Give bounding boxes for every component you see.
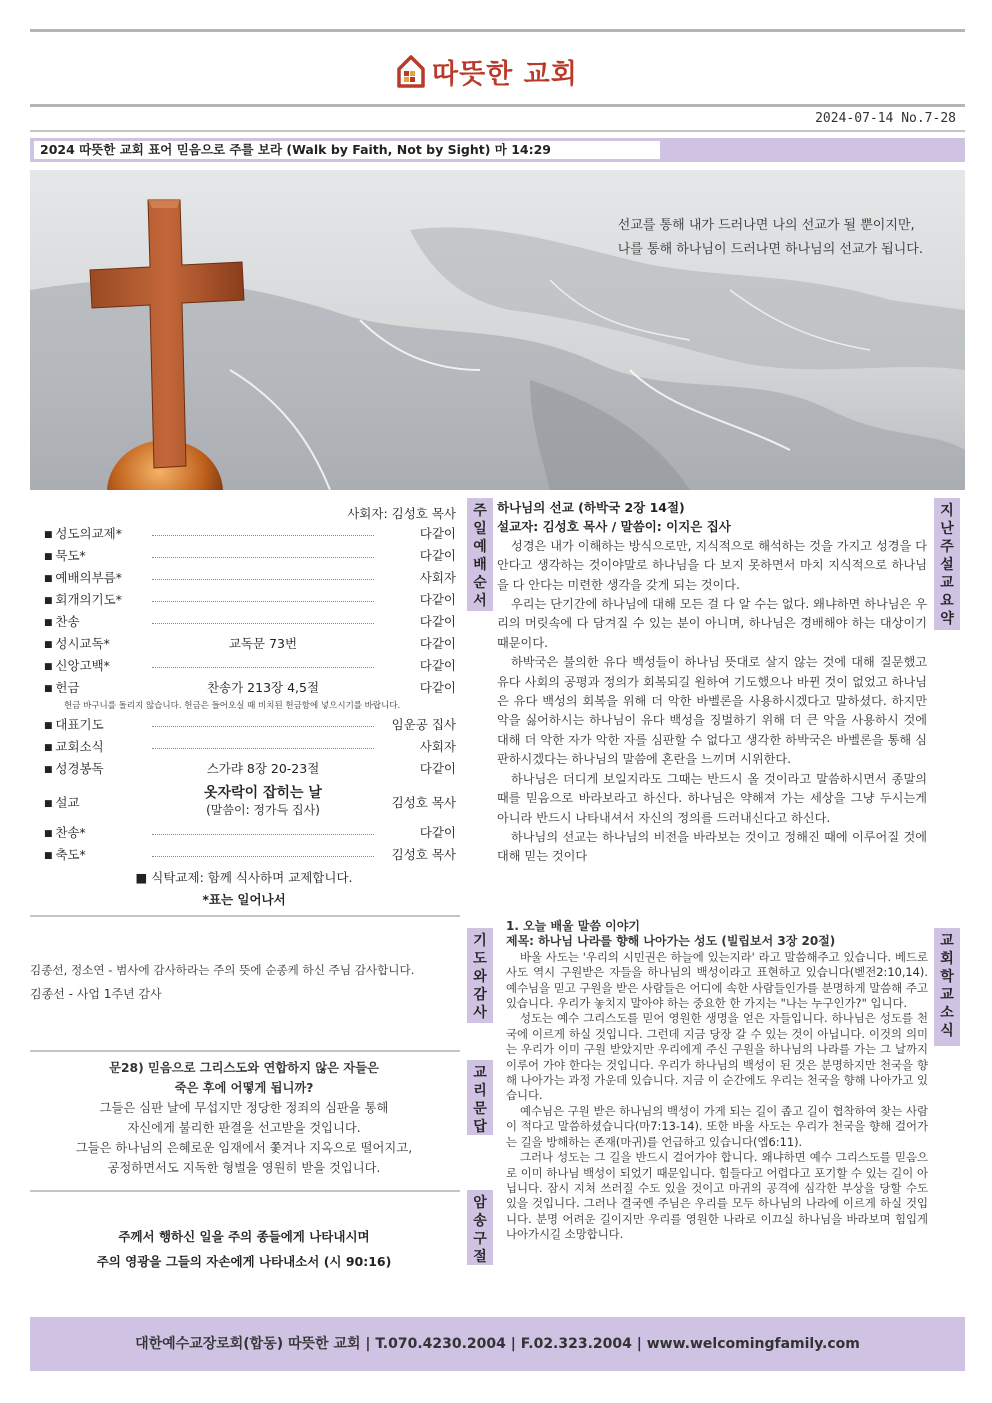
worship-item: ■ 찬송* 다같이 bbox=[44, 822, 456, 842]
worship-section-label: 주일예배순서 bbox=[467, 498, 493, 611]
prayer-list bbox=[30, 958, 460, 1006]
sermon-summary bbox=[497, 498, 927, 867]
memory-verse bbox=[30, 1224, 458, 1274]
stand-note: *표는 일어나서 bbox=[202, 892, 286, 907]
school-title: 제목: 하나님 나라를 향해 나아가는 성도 (빌립보서 3장 20절) bbox=[506, 934, 836, 949]
motto-text: 2024 따뜻한 교회 표어 믿음으로 주를 보라 (Walk by Faith, Not by Sight) 마 14:29 bbox=[34, 141, 660, 159]
memory-section-label: 암송구절 bbox=[467, 1190, 493, 1265]
worship-item: ■ 회개의기도* 다같이 bbox=[44, 589, 456, 609]
worship-item: ■ 대표기도 임운공 집사 bbox=[44, 714, 456, 734]
summary-paragraph: 성경은 내가 이해하는 방식으로만, 지식적으로 해석하는 것을 가지고 성경을 다 안다고 생각하는 것이야말로 하나님을 다 보지 못하면서 마치 지식적으로 하나님을 다 안다는 미련한 생각을 갖게 되는 것이다. bbox=[497, 538, 927, 592]
worship-item: ■ 예배의부름* 사회자 bbox=[44, 567, 456, 587]
summary-paragraph: 우리는 단기간에 하나님에 대해 모든 걸 다 알 수는 없다. 왜냐하면 하나님은 우리의 머릿속에 다 담겨질 수 있는 분이 아니며, 하나님은 경배해야 하는 대상이기 때문이다. bbox=[497, 597, 927, 650]
memory-rule bbox=[30, 1190, 460, 1192]
memory-line: 주께서 행하신 일을 주의 종들에게 나타내시며 bbox=[118, 1229, 370, 1244]
school-paragraph: 그러나 성도는 그 길을 반드시 걸어가야 합니다. 왜냐하면 예수 그리스도를 믿음으로 이미 하나님 백성이 되었기 때문입니다. 힘들다고 어렵다고 포기할 수 있는 길이 아닙니다. 잠시 지쳐 쓰러질 수도 있을 것이고 마귀의 공격에 심각한 부상을 당할 수도 있을 것입니다. 그러나 결국엔 주님은 우리를 모두 하나님의 나라에 이르게 하실 것입니다. 분명 어려운 길이지만 우리를 영원한 나라로 이끄실 하나님을 바라보며 힘입게 나아가시길 소망합니다. bbox=[506, 1150, 928, 1242]
catechism-answer: 그들은 하나님의 은혜로운 임재에서 쫓겨나 지옥으로 떨어지고, bbox=[75, 1141, 413, 1155]
top-rule bbox=[30, 29, 965, 32]
issue-number: 2024-07-14 No.7-28 bbox=[815, 111, 956, 126]
sermon-title: 옷자락이 잡히는 날 bbox=[204, 785, 322, 801]
worship-item: ■ 성경봉독 스가랴 8장 20-23절 다같이 bbox=[44, 758, 456, 778]
offering-note: 헌금 바구니를 돌리지 않습니다. 헌금은 들어오실 때 비치된 헌금함에 넣으시기를 바랍니다. bbox=[64, 701, 401, 711]
header-rule bbox=[30, 104, 965, 107]
summary-paragraph: 하나님은 더디게 보일지라도 그때는 반드시 올 것이라고 말씀하시면서 종말의 때를 믿음으로 바라보라고 하신다. 하나님은 약해져 가는 세상을 그냥 두시는게 아니라 반드시 나타내셔서 자신의 정의를 드러내신다고 하신다. bbox=[497, 771, 927, 825]
hero-quote-line: 선교를 통해 내가 드러나면 나의 선교가 될 뿐이지만, bbox=[617, 218, 915, 233]
meal-note: ■ 식탁교제: 함께 식사하며 교제합니다. bbox=[135, 870, 353, 885]
prayer-rule bbox=[30, 915, 460, 917]
catechism-rule bbox=[30, 1050, 460, 1052]
summary-title: 하나님의 선교 (하박국 2장 14절) bbox=[497, 500, 685, 515]
school-section-label: 교회학교소식 bbox=[934, 928, 960, 1046]
worship-item: ■ 축도* 김성호 목사 bbox=[44, 844, 456, 864]
worship-item: ■ 신앙고백* 다같이 bbox=[44, 655, 456, 675]
prayer-item: 김종선, 정소연 - 범사에 감사하라는 주의 뜻에 순종케 하신 주님 감사합니다. bbox=[30, 963, 415, 977]
worship-item: ■ 성시교독* 교독문 73번 다같이 bbox=[44, 633, 456, 653]
worship-item: ■ 교회소식 사회자 bbox=[44, 736, 456, 756]
school-paragraph: 예수님은 구원 받은 하나님의 백성이 가게 되는 길이 좁고 길이 협착하여 찾는 사람이 적다고 말씀하셨습니다(마7:13-14). 또한 바울 사도는 우리가 천국을 향해 걸어가는 길을 방해하는 존재(마귀)를 언급하고 있습니다(엡6:11). bbox=[506, 1103, 928, 1149]
summary-section-label: 지난주설교요약 bbox=[934, 498, 960, 630]
catechism-section-label: 교리문답 bbox=[467, 1060, 493, 1135]
catechism-answer: 공정하면서도 지독한 형벌을 영원히 받을 것입니다. bbox=[107, 1161, 381, 1175]
hero-image bbox=[30, 170, 965, 490]
worship-item: ■ 헌금 찬송가 213장 4,5절 다같이 bbox=[44, 677, 456, 697]
presider: 사회자: 김성호 목사 bbox=[347, 506, 456, 521]
catechism bbox=[30, 1058, 458, 1178]
school-heading: 1. 오늘 배울 말씀 이야기 bbox=[506, 919, 640, 933]
school-paragraph: 바울 사도는 '우리의 시민권은 하늘에 있는지라' 라고 말씀해주고 있습니다. 베드로 사도 역시 구원받은 자들을 하나님의 백성이라고 표현하고 있습니다(벧전2:10,14). 예수님을 믿고 구원을 받은 사람들은 어디에 속한 사람들인가를 분명하게 말씀해 주고 있습니다. 우리가 놓치지 말아야 하는 중요한 한 가지는 "나는 누구인가?" 입니다. bbox=[506, 949, 928, 1011]
catechism-answer: 그들은 심판 날에 무섭지만 정당한 정죄의 심판을 통해 bbox=[99, 1101, 389, 1115]
prayer-item: 김종선 - 사업 1주년 감사 bbox=[30, 987, 162, 1001]
summary-paragraph: 하박국은 불의한 유다 백성들이 하나님 뜻대로 살지 않는 것에 대해 질문했고 유다 사회의 공평과 정의가 회복되길 원하여 기도했으나 바뀐 것이 없었고 하나님은 유다 백성의 회복을 위해 더 악한 바벨론을 사용하시겠다고 말하셨다. 하지만 악을 싫어하시는 하나님이 유다 백성을 징벌하기 위해 더 큰 악을 사용하시 것에 대해 더 악한 자가 악한 자를 심판할 수 없다고 생각한 하박국은 바벨론을 통해 심판하시겠다는 하나님의 말씀에 혼란을 느끼며 시위한다. bbox=[497, 655, 927, 767]
worship-item: ■ 묵도* 다같이 bbox=[44, 545, 456, 565]
prayer-section-label: 기도와감사 bbox=[467, 928, 493, 1023]
catechism-answer: 자신에게 불리한 판결을 선고받을 것입니다. bbox=[127, 1121, 361, 1135]
catechism-question: 문28) 믿음으로 그리스도와 연합하지 않은 자들은 bbox=[109, 1061, 379, 1075]
school-paragraph: 성도는 예수 그리스도를 믿어 영원한 생명을 얻은 자들입니다. 하나님은 성도를 천국에 이르게 하실 것입니다. 그런데 지금 당장 갈 수 있는 것이 아닙니다. 이것의 의미는 우리가 이미 구원 받았지만 우리에게 주신 구원을 하나님의 나라를 가는 그 날까지 이루어 가야 한다는 것입니다. 우리가 하나님의 백성이 된 것은 분명하지만 천국을 향해 나아가는 과정 가운데 있습니다. 지금 이 순간에도 우리는 천국을 향해 나아가고 있습니다. bbox=[506, 1011, 928, 1103]
worship-item: ■ 성도의교제* 다같이 bbox=[44, 523, 456, 543]
church-name: 따뜻한 교회 bbox=[432, 58, 578, 90]
hero-quote bbox=[618, 214, 923, 262]
motto-rule bbox=[30, 130, 965, 132]
hero-quote-line: 나를 통해 하나님이 드러나면 하나님의 선교가 됩니다. bbox=[617, 242, 923, 257]
worship-item: ■ 찬송 다같이 bbox=[44, 611, 456, 631]
footer: 대한예수교장로회(합동) 따뜻한 교회 | T.070.4230.2004 | F.02.323.2004 | www.welcomingfamily.com bbox=[30, 1317, 965, 1371]
memory-line: 주의 영광을 그들의 자손에게 나타내소서 (시 90:16) bbox=[96, 1254, 392, 1269]
school-news bbox=[506, 919, 928, 1243]
catechism-question: 죽은 후에 어떻게 됩니까? bbox=[174, 1081, 314, 1095]
motto-bar bbox=[30, 138, 965, 162]
worship-item-sermon: ■ 설교 옷자락이 잡히는 날 (말씀이: 정가득 집사) 김성호 목사 bbox=[44, 782, 456, 822]
church-logo bbox=[396, 46, 578, 96]
house-icon bbox=[396, 53, 426, 89]
summary-preacher: 설교자: 김성호 목사 / 말씀이: 이지은 집사 bbox=[497, 519, 731, 535]
summary-paragraph: 하나님의 선교는 하나님의 비전을 바라보는 것이고 정해진 때에 이루어질 것에 대해 믿는 것이다 bbox=[497, 829, 927, 864]
sermon-speaker: (말씀이: 정가득 집사) bbox=[206, 803, 320, 817]
